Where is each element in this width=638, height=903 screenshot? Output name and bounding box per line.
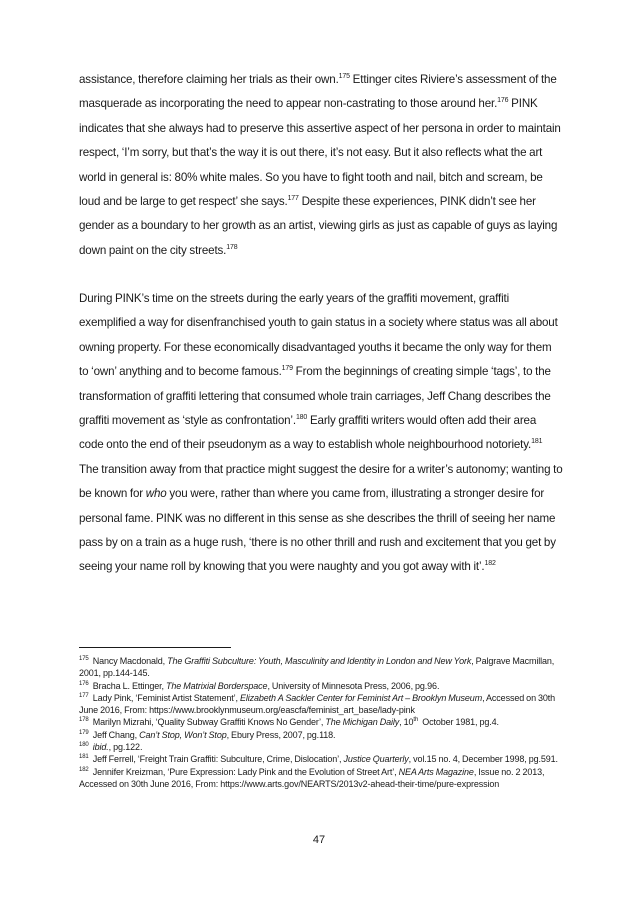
- footnote-text: [79, 767, 544, 789]
- footnote-text: [91, 681, 440, 691]
- text-run: October 1981, pg.4.: [420, 717, 499, 728]
- text-run: , Accessed on 30th June 2016, From: https://www.brooklynmuseum.org/eascfa/feminist_art_base/lady-pink: [79, 692, 556, 716]
- text-run: Jeff Ferrell, ‘Freight Train Graffiti: Subculture, Crime, Dislocation’,: [90, 754, 344, 765]
- footnote-176: [79, 680, 565, 692]
- paragraph-text: [79, 287, 563, 580]
- footnote-number: 176: [79, 680, 89, 687]
- footnote-reference: 180: [295, 414, 308, 422]
- text-run: During PINK’s time on the streets during the early years of the graffiti movement, graffiti exemplified a way for disenfranchised youth to gain status in a society where status was all about owning property. For these economically disadvantaged youths it became the only way for them to ‘own’ anything and to become famous.: [79, 292, 558, 379]
- italic-text: ibid.: [92, 742, 109, 753]
- footnote-number: 178: [79, 717, 89, 724]
- footnote-number: 180: [79, 742, 89, 749]
- italic-text: The Graffiti Subculture: Youth, Masculinity and Identity in London and New York: [167, 656, 472, 666]
- footnote-reference: 175: [338, 73, 350, 81]
- footnote-179: [79, 729, 565, 741]
- text-run: Marilyn Mizrahi, ‘Quality Subway Graffiti Knows No Gender’,: [90, 717, 326, 728]
- text-run: Jeff Chang,: [90, 729, 140, 740]
- footnote-180: [79, 741, 565, 753]
- text-run: Despite these experiences, PINK didn’t see her gender as a boundary to her growth as an artist, viewing girls as just as capable of guys as laying down paint on the city streets.: [79, 195, 558, 257]
- footnotes: [79, 655, 565, 790]
- footnote-text: [91, 754, 558, 764]
- text-run: , pg.122.: [108, 742, 143, 753]
- footnote-177: [79, 692, 565, 717]
- text-run: Lady Pink, ‘Feminist Artist Statement’,: [90, 692, 240, 703]
- footnote-reference: 179: [281, 365, 293, 373]
- text-run: , Ebury Press, 2007, pg.118.: [226, 729, 336, 740]
- body-paragraph-1: [79, 68, 563, 263]
- text-run: The transition away from that practice might suggest the desire for a writer’s autonomy; wanting to be known for: [79, 462, 563, 501]
- footnote-reference: 181: [531, 438, 543, 446]
- page-number: 47: [312, 834, 326, 846]
- text-run: Nancy Macdonald,: [90, 656, 168, 666]
- footnote-number: 177: [79, 692, 89, 699]
- body-paragraph-2: [79, 287, 563, 580]
- text-run: , University of Minnesota Press, 2006, pg.96.: [267, 680, 440, 691]
- text-run: you were, rather than where you came from, illustrating a stronger desire for personal fame. PINK was no different in this sense as she describes the thrill of seeing her name pass by on a train as a huge rush, ‘there is no other thrill and rush and excitement that you get by seeing your name roll by knowing that you were naughty and you got away with it’.: [79, 487, 556, 574]
- italic-text: The Michigan Daily: [325, 717, 400, 728]
- footnote-reference: 182: [484, 560, 496, 568]
- footnote-175: [79, 655, 565, 680]
- footnote-text: [91, 717, 499, 727]
- footnote-text: [91, 742, 143, 752]
- footnote-number: 175: [79, 656, 89, 662]
- footnote-181: [79, 753, 565, 765]
- footnote-reference: 177: [287, 195, 299, 203]
- text-run: , vol.15 no. 4, December 1998, pg.591.: [408, 754, 558, 765]
- footnote-reference: th: [413, 717, 419, 724]
- italic-text: Elizabeth A Sackler Center for Feminist Art – Brooklyn Museum: [240, 692, 483, 703]
- footnote-number: 181: [79, 754, 89, 761]
- text-run: assistance, therefore claiming her trials as their own.: [79, 73, 339, 86]
- text-run: , Palgrave Macmillan, 2001, pp.144-145.: [79, 656, 555, 679]
- text-run: From the beginnings of creating simple ‘tags’, to the transformation of graffiti lettering that consumed whole train carriages, Jeff Chang describes the graffiti movement as ‘style as confrontation’.: [79, 365, 551, 428]
- footnote-number: 179: [79, 729, 89, 736]
- paragraph-text: [79, 68, 563, 263]
- footnote-reference: 178: [226, 243, 238, 251]
- italic-text: Justice Quarterly: [343, 754, 409, 765]
- text-run: PINK indicates that she always had to preserve this assertive aspect of her persona in order to maintain respect, ‘I’m sorry, but that’s the way it is out there, it’s not easy. But it also reflects what the art world in general is: 80% white males. So you have to fight tooth and nail, bitch and scream, be loud and be large to get respect’ she says.: [79, 97, 561, 209]
- footnote-text: [79, 656, 554, 678]
- text-run: Ettinger cites Riviere’s assessment of the masquerade as incorporating the need to appear non-castrating to those around her.: [79, 73, 557, 111]
- footnote-178: [79, 716, 565, 728]
- text-run: Jennifer Kreizman, ‘Pure Expression: Lady Pink and the Evolution of Street Art’,: [90, 766, 399, 777]
- text-run: , Issue no. 2 2013, Accessed on 30th June 2016, From: https://www.arts.gov/NEARTS/2013v2-ahead-their-time/pure-expression: [79, 766, 545, 789]
- footnote-separator: [79, 647, 231, 648]
- text-run: Early graffiti writers would often add their area code onto the end of their pseudonym as a way to establish whole neighbourhood notoriety.: [79, 414, 537, 452]
- footnote-reference: 176: [497, 97, 509, 105]
- text-run: Bracha L. Ettinger,: [90, 680, 166, 691]
- footnote-182: [79, 766, 565, 791]
- italic-text: The Matrixial Borderspace: [165, 680, 268, 691]
- footnote-text: [79, 693, 555, 715]
- text-run: , 10: [399, 717, 414, 728]
- footnote-text: [91, 730, 336, 740]
- italic-text: NEA Arts Magazine: [398, 766, 474, 777]
- footnote-number: 182: [79, 766, 89, 773]
- italic-text: who: [145, 487, 167, 501]
- italic-text: Can’t Stop, Won’t Stop: [139, 729, 227, 740]
